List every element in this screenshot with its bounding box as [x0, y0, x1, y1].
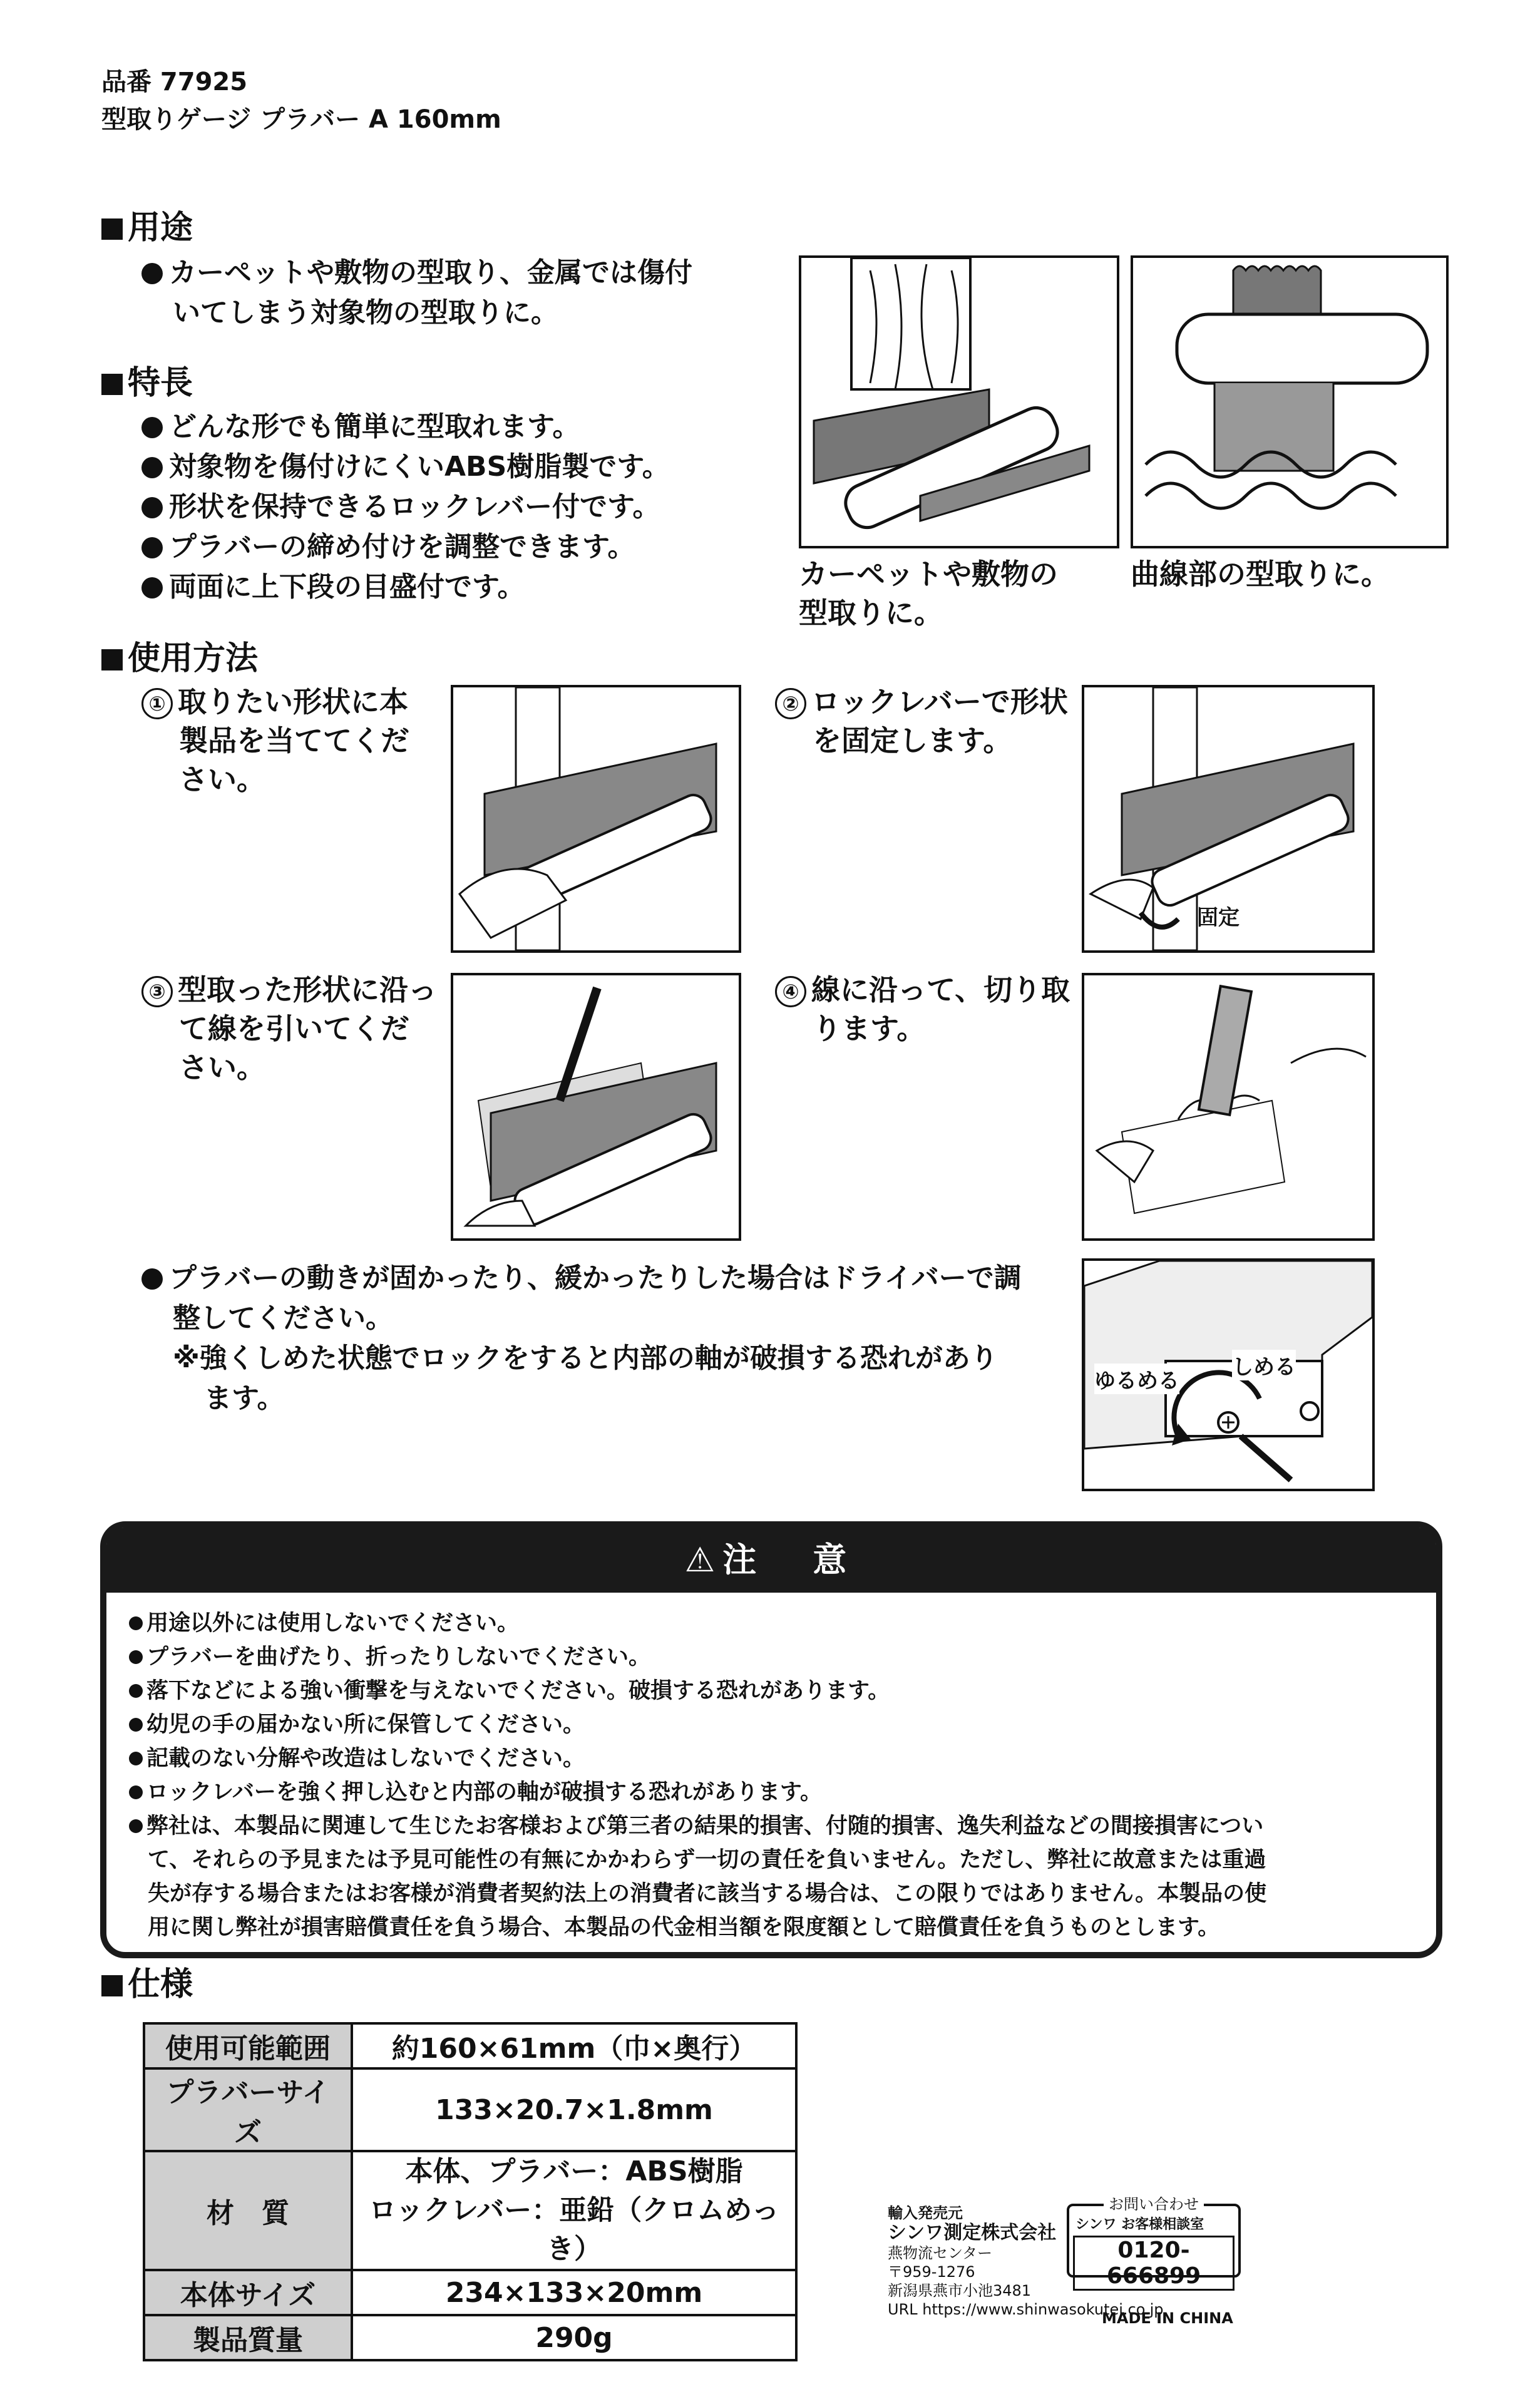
- step-4: ④ 線に沿って、切り取 ります。: [775, 970, 1070, 1048]
- warning-triangle-icon: ⚠: [684, 1540, 716, 1580]
- drawing-line-icon: [453, 975, 739, 1238]
- caution-item: 弊社は、本製品に関連して生じたお客様および第三者の結果的損害、付随的損害、逸失利益などの間接損害につい: [129, 1809, 1414, 1843]
- caution-item: 幼児の手の届かない所に保管してください。: [129, 1708, 1414, 1742]
- spec-table: [143, 2022, 798, 2361]
- features-heading: 特長: [101, 364, 193, 402]
- illustration-curve: [1131, 255, 1449, 548]
- step-number: ②: [775, 688, 806, 719]
- tighten-label: しめる: [1232, 1350, 1296, 1380]
- company-name: シンワ測定株式会社: [888, 2222, 1057, 2244]
- bullet-icon: [129, 1684, 143, 1698]
- usage-item: カーペットや敷物の型取り、金属では傷付: [141, 253, 692, 293]
- illustration-carpet: [799, 255, 1119, 548]
- square-bullet-icon: [101, 1975, 123, 1996]
- bullet-icon: [129, 1819, 143, 1833]
- bullet-icon: [129, 1752, 143, 1765]
- usage-heading: 用途: [101, 209, 193, 247]
- lock-label: 固定: [1197, 905, 1240, 930]
- bullet-icon: [141, 537, 163, 558]
- bullet-icon: [129, 1785, 143, 1799]
- caution-item: 記載のない分解や改造はしないでください。: [129, 1742, 1414, 1775]
- step-2-illustration: [1082, 685, 1375, 953]
- caption-curve: 曲線部の型取りに。: [1131, 557, 1390, 591]
- hand-pressing-gauge-icon: [453, 687, 739, 950]
- step-3: ③ 型取った形状に沿っ て線を引いてくだ さい。: [141, 970, 437, 1087]
- table-row: 本体サイズ 234×133×20mm: [144, 2270, 796, 2315]
- caution-item: 落下などによる強い衝撃を与えないでください。破損する恐れがあります。: [129, 1674, 1414, 1708]
- square-bullet-icon: [101, 374, 123, 395]
- caption-carpet: カーペットや敷物の 型取りに。: [799, 557, 1058, 630]
- step-1-illustration: [451, 685, 741, 953]
- caution-list: [106, 1593, 1436, 1958]
- contact-label: お問い合わせ: [1104, 2196, 1204, 2213]
- square-bullet-icon: [101, 218, 123, 240]
- step-4-illustration: [1082, 973, 1375, 1241]
- company-zip: 〒959-1276: [888, 2263, 975, 2281]
- gauge-on-carpet-icon: [801, 258, 1117, 546]
- feature-item: 対象物を傷付けにくいABS樹脂製です。: [141, 447, 670, 487]
- contact-dept: シンワ お客様相談室: [1075, 2217, 1204, 2232]
- screw-adjust-illustration: [1082, 1258, 1375, 1491]
- step-3-illustration: [451, 973, 741, 1241]
- caution-item: プラバーを曲げたり、折ったりしないでください。: [129, 1640, 1414, 1674]
- square-bullet-icon: [101, 649, 123, 670]
- origin-label: MADE IN CHINA: [1102, 2309, 1233, 2327]
- bullet-icon: [129, 1650, 143, 1664]
- company-address: 新潟県燕市小池3481: [888, 2282, 1032, 2299]
- table-row: 材 質 本体、プラバー：ABS樹脂 ロックレバー：亜鉛（クロムめっき）: [144, 2151, 796, 2270]
- step-number: ①: [141, 688, 173, 719]
- caution-header: ⚠ 注 意: [106, 1528, 1436, 1593]
- caution-item-cont: 失が存する場合またはお客様が消費者契約法上の消費者に該当する場合は、この限りではありません。本製品の使: [148, 1881, 1267, 1906]
- step-2: ② ロックレバーで形状 を固定します。: [775, 682, 1068, 760]
- spec-heading: 仕様: [101, 1966, 193, 2003]
- bullet-icon: [141, 457, 163, 478]
- bullet-icon: [129, 1718, 143, 1732]
- feature-item: どんな形でも簡単に型取れます。: [141, 407, 670, 447]
- howto-heading: 使用方法: [101, 640, 258, 677]
- bullet-icon: [141, 577, 163, 598]
- product-name: 型取りゲージ プラバー A 160mm: [101, 105, 501, 134]
- gauge-on-curve-icon: [1133, 258, 1446, 546]
- caution-box: [100, 1521, 1442, 1958]
- step-number: ③: [141, 976, 173, 1007]
- bullet-icon: [141, 497, 163, 518]
- importer-label: 輸入発売元: [888, 2204, 963, 2222]
- table-row: プラバーサイズ 133×20.7×1.8mm: [144, 2068, 796, 2151]
- step-number: ④: [775, 976, 806, 1007]
- caution-item-cont: 用に関し弊社が損害賠償責任を負う場合、本製品の代金相当額を限度額として賠償責任を負うものとします。: [148, 1915, 1220, 1940]
- table-row: 使用可能範囲 約160×61mm（巾×奥行）: [144, 2023, 796, 2068]
- adjust-note: プラバーの動きが固かったり、緩かったりした場合はドライバーで調 整してください。 ※強くしめた状態でロックをすると内部の軸が破損する恐れがあり ます。: [141, 1258, 1068, 1419]
- caution-item: 用途以外には使用しないでください。: [129, 1606, 1414, 1640]
- bullet-icon: [141, 417, 163, 438]
- bullet-icon: [129, 1616, 143, 1630]
- loosen-label: ゆるめる: [1094, 1364, 1179, 1394]
- bullet-icon: [141, 263, 163, 284]
- product-number: 品番 77925: [101, 68, 248, 96]
- caution-item-cont: て、それらの予見または予見可能性の有無にかかわらず一切の責任を負いません。ただし、弊社に故意または重過: [148, 1847, 1266, 1872]
- feature-item: 両面に上下段の目盛付です。: [141, 567, 670, 607]
- table-row: 製品質量 290g: [144, 2315, 796, 2360]
- caution-item: ロックレバーを強く押し込むと内部の軸が破損する恐れがあります。: [129, 1775, 1414, 1809]
- company-center: 燕物流センター: [888, 2244, 993, 2262]
- features-list: [141, 407, 670, 607]
- cutter-knife-icon: [1084, 975, 1372, 1238]
- contact-phone: 0120-666899: [1073, 2236, 1235, 2291]
- usage-item-cont: いてしまう対象物の型取りに。: [173, 297, 558, 329]
- company-url: URL https://www.shinwasokutei.co.jp: [888, 2301, 1164, 2318]
- feature-item: 形状を保持できるロックレバー付です。: [141, 487, 670, 527]
- bullet-icon: [141, 1268, 163, 1290]
- step-1: ① 取りたい形状に本 製品を当ててくだ さい。: [141, 682, 409, 799]
- feature-item: プラバーの締め付けを調整できます。: [141, 527, 670, 567]
- contact-box: [1067, 2196, 1241, 2289]
